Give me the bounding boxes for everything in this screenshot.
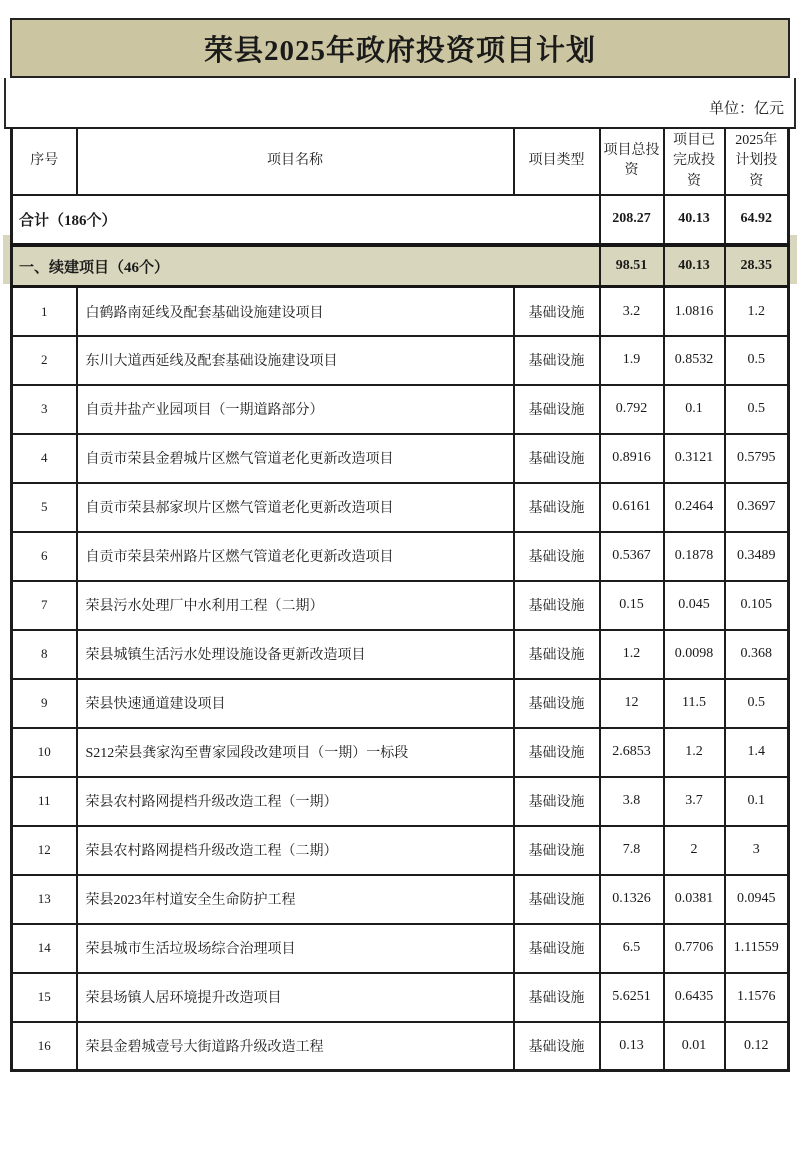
- row-done: 0.7706: [664, 924, 725, 973]
- row-total: 7.8: [600, 826, 664, 875]
- section-total: 98.51: [600, 245, 664, 287]
- row-name: 白鹤路南延线及配套基础设施建设项目: [77, 287, 514, 336]
- row-name: 荣县场镇人居环境提升改造项目: [77, 973, 514, 1022]
- row-no: 15: [12, 973, 77, 1022]
- row-done: 0.01: [664, 1022, 725, 1071]
- row-no: 10: [12, 728, 77, 777]
- summary-done: 40.13: [664, 195, 725, 245]
- row-done: 0.0098: [664, 630, 725, 679]
- row-type: 基础设施: [514, 630, 600, 679]
- col-header-name: 项目名称: [77, 129, 514, 195]
- title-banner: [10, 18, 790, 78]
- table-row: [12, 777, 789, 826]
- table-row: [12, 924, 789, 973]
- row-total: 6.5: [600, 924, 664, 973]
- table-row: [12, 973, 789, 1022]
- row-type: 基础设施: [514, 826, 600, 875]
- row-type: 基础设施: [514, 287, 600, 336]
- col-header-total-investment: 项目总投资: [600, 129, 664, 195]
- row-name: 荣县农村路网提档升级改造工程（一期）: [77, 777, 514, 826]
- table-row: [12, 434, 789, 483]
- row-done: 0.1: [664, 385, 725, 434]
- row-total: 0.6161: [600, 483, 664, 532]
- row-type: 基础设施: [514, 434, 600, 483]
- row-name: 荣县2023年村道安全生命防护工程: [77, 875, 514, 924]
- row-name: 荣县快速通道建设项目: [77, 679, 514, 728]
- row-plan: 0.12: [725, 1022, 789, 1071]
- projects-table: [10, 129, 790, 1072]
- section-label: 一、续建项目（46个）: [12, 245, 600, 287]
- row-name: 荣县污水处理厂中水利用工程（二期）: [77, 581, 514, 630]
- table-row: [12, 1022, 789, 1071]
- col-header-2025-plan: 2025年计划投资: [725, 129, 789, 195]
- row-no: 16: [12, 1022, 77, 1071]
- row-plan: 0.5795: [725, 434, 789, 483]
- section-plan: 28.35: [725, 245, 789, 287]
- row-total: 0.792: [600, 385, 664, 434]
- section-done: 40.13: [664, 245, 725, 287]
- row-type: 基础设施: [514, 728, 600, 777]
- row-plan: 0.3697: [725, 483, 789, 532]
- row-total: 1.2: [600, 630, 664, 679]
- row-done: 0.0381: [664, 875, 725, 924]
- row-plan: 3: [725, 826, 789, 875]
- row-name: 自贡市荣县荣州路片区燃气管道老化更新改造项目: [77, 532, 514, 581]
- row-name: 东川大道西延线及配套基础设施建设项目: [77, 336, 514, 385]
- row-plan: 1.11559: [725, 924, 789, 973]
- row-done: 11.5: [664, 679, 725, 728]
- row-total: 0.5367: [600, 532, 664, 581]
- row-type: 基础设施: [514, 483, 600, 532]
- row-type: 基础设施: [514, 875, 600, 924]
- row-plan: 0.3489: [725, 532, 789, 581]
- row-plan: 0.5: [725, 679, 789, 728]
- col-header-type: 项目类型: [514, 129, 600, 195]
- row-no: 11: [12, 777, 77, 826]
- row-name: 荣县城镇生活污水处理设施设备更新改造项目: [77, 630, 514, 679]
- row-no: 8: [12, 630, 77, 679]
- row-plan: 0.1: [725, 777, 789, 826]
- table-row: [12, 679, 789, 728]
- row-name: 自贡市荣县金碧城片区燃气管道老化更新改造项目: [77, 434, 514, 483]
- row-plan: 0.5: [725, 385, 789, 434]
- row-type: 基础设施: [514, 973, 600, 1022]
- row-type: 基础设施: [514, 336, 600, 385]
- row-no: 1: [12, 287, 77, 336]
- row-plan: 0.368: [725, 630, 789, 679]
- row-done: 0.1878: [664, 532, 725, 581]
- table-body: [12, 195, 789, 1071]
- table-row: [12, 385, 789, 434]
- row-done: 0.6435: [664, 973, 725, 1022]
- col-header-no: 序号: [12, 129, 77, 195]
- row-done: 1.0816: [664, 287, 725, 336]
- projects-table-wrap: [10, 129, 790, 1072]
- row-type: 基础设施: [514, 679, 600, 728]
- row-total: 1.9: [600, 336, 664, 385]
- row-done: 1.2: [664, 728, 725, 777]
- row-done: 0.3121: [664, 434, 725, 483]
- row-done: 0.045: [664, 581, 725, 630]
- row-type: 基础设施: [514, 924, 600, 973]
- table-row: [12, 875, 789, 924]
- table-row: [12, 287, 789, 336]
- row-done: 2: [664, 826, 725, 875]
- row-plan: 0.105: [725, 581, 789, 630]
- row-total: 3.8: [600, 777, 664, 826]
- table-row: [12, 728, 789, 777]
- row-done: 0.2464: [664, 483, 725, 532]
- row-plan: 1.4: [725, 728, 789, 777]
- row-type: 基础设施: [514, 532, 600, 581]
- row-done: 0.8532: [664, 336, 725, 385]
- unit-row: [4, 78, 796, 129]
- summary-plan: 64.92: [725, 195, 789, 245]
- row-type: 基础设施: [514, 1022, 600, 1071]
- row-type: 基础设施: [514, 581, 600, 630]
- table-row: [12, 532, 789, 581]
- row-no: 13: [12, 875, 77, 924]
- row-no: 7: [12, 581, 77, 630]
- summary-row: [12, 195, 789, 245]
- row-name: 荣县农村路网提档升级改造工程（二期）: [77, 826, 514, 875]
- row-type: 基础设施: [514, 385, 600, 434]
- table-row: [12, 336, 789, 385]
- table-row: [12, 581, 789, 630]
- row-total: 5.6251: [600, 973, 664, 1022]
- table-row: [12, 826, 789, 875]
- row-name: 荣县金碧城壹号大街道路升级改造工程: [77, 1022, 514, 1071]
- row-name: S212荣县龚家沟至曹家园段改建项目（一期）一标段: [77, 728, 514, 777]
- row-total: 0.13: [600, 1022, 664, 1071]
- header-row: [12, 129, 789, 195]
- row-plan: 0.0945: [725, 875, 789, 924]
- row-type: 基础设施: [514, 777, 600, 826]
- unit-label: 单位：亿元: [708, 101, 784, 117]
- row-no: 6: [12, 532, 77, 581]
- page-title: 荣县2025年政府投资项目计划: [203, 34, 596, 67]
- row-name: 荣县城市生活垃圾场综合治理项目: [77, 924, 514, 973]
- summary-label: 合计（186个）: [12, 195, 600, 245]
- row-total: 0.15: [600, 581, 664, 630]
- section-row: [12, 245, 789, 287]
- row-no: 5: [12, 483, 77, 532]
- row-total: 3.2: [600, 287, 664, 336]
- col-header-completed-investment: 项目已完成投资: [664, 129, 725, 195]
- row-name: 自贡市荣县郝家坝片区燃气管道老化更新改造项目: [77, 483, 514, 532]
- row-total: 12: [600, 679, 664, 728]
- row-no: 4: [12, 434, 77, 483]
- row-no: 3: [12, 385, 77, 434]
- row-no: 12: [12, 826, 77, 875]
- row-total: 0.1326: [600, 875, 664, 924]
- row-name: 自贡井盐产业园项目（一期道路部分）: [77, 385, 514, 434]
- row-done: 3.7: [664, 777, 725, 826]
- row-plan: 1.2: [725, 287, 789, 336]
- row-total: 0.8916: [600, 434, 664, 483]
- table-row: [12, 483, 789, 532]
- table-row: [12, 630, 789, 679]
- row-plan: 1.1576: [725, 973, 789, 1022]
- row-total: 2.6853: [600, 728, 664, 777]
- row-plan: 0.5: [725, 336, 789, 385]
- row-no: 14: [12, 924, 77, 973]
- summary-total: 208.27: [600, 195, 664, 245]
- row-no: 9: [12, 679, 77, 728]
- row-no: 2: [12, 336, 77, 385]
